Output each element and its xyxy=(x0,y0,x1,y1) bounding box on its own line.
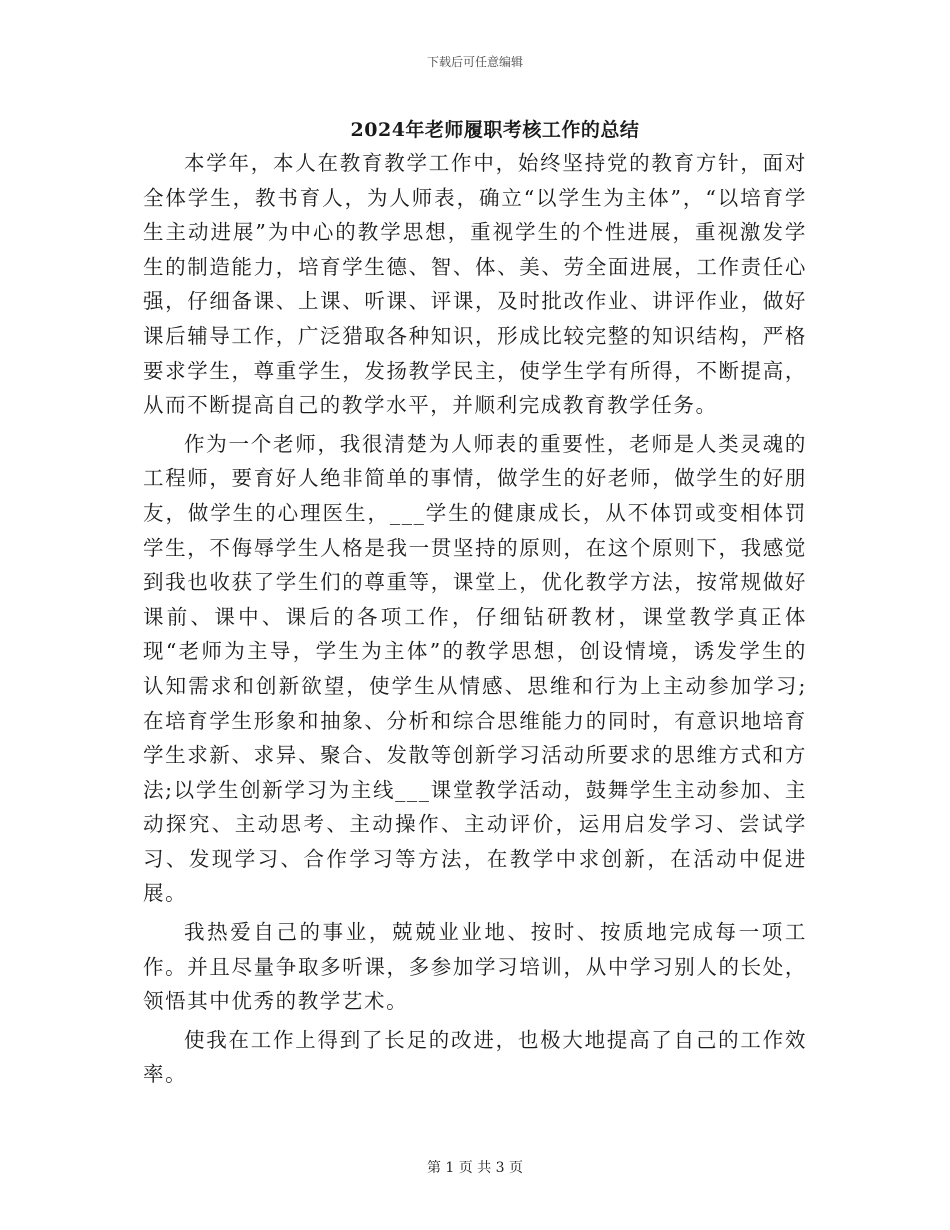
document-body xyxy=(143,146,807,1096)
paragraph-2: 作为一个老师，我很清楚为人师表的重要性，老师是人类灵魂的工程师，要育好人绝非简单的事情，做学生的好老师，做学生的好朋友，做学生的心理医生，___学生的健康成长，从不体罚或变相体罚学生，不侮辱学生人格是我一贯坚持的原则，在这个原则下，我感觉到我也收获了学生们的尊重等，课堂上，优化教学方法，按常规做好课前、课中、课后的各项工作，仔细钻研教材，课堂教学真正体现“老师为主导，学生为主体”的教学思想，创设情境，诱发学生的认知需求和创新欲望，使学生从情感、思维和行为上主动参加学习;在培育学生形象和抽象、分析和综合思维能力的同时，有意识地培育学生求新、求异、聚合、发散等创新学习活动所要求的思维方式和方法;以学生创新学习为主线___课堂教学活动，鼓舞学生主动参加、主动探究、主动思考、主动操作、主动评价，运用启发学习、尝试学习、发现学习、合作学习等方法，在教学中求创新，在活动中促进展。 xyxy=(143,431,807,906)
document-title: 2024年老师履职考核工作的总结 xyxy=(350,119,640,141)
paragraph-4: 使我在工作上得到了长足的改进，也极大地提高了自己的工作效率。 xyxy=(143,1027,807,1087)
paragraph-1: 本学年，本人在教育教学工作中，始终坚持党的教育方针，面对全体学生，教书育人，为人师表，确立“以学生为主体”，“以培育学生主动进展”为中心的教学思想，重视学生的个性进展，重视激发学生的制造能力，培育学生德、智、体、美、劳全面进展，工作责任心强，仔细备课、上课、听课、评课，及时批改作业、讲评作业，做好课后辅导工作，广泛猎取各种知识，形成比较完整的知识结构，严格要求学生，尊重学生，发扬教学民主，使学生学有所得，不断提高，从而不断提高自己的教学水平，并顺利完成教育教学任务。 xyxy=(143,151,807,418)
header-note: 下载后可任意编辑 xyxy=(426,55,523,69)
paragraph-3: 我热爱自己的事业，兢兢业业地、按时、按质地完成每一项工作。并且尽量争取多听课，多参加学习培训，从中学习别人的长处，领悟其中优秀的教学艺术。 xyxy=(143,920,807,1014)
page-indicator: 第 1 页 共 3 页 xyxy=(426,1160,524,1176)
